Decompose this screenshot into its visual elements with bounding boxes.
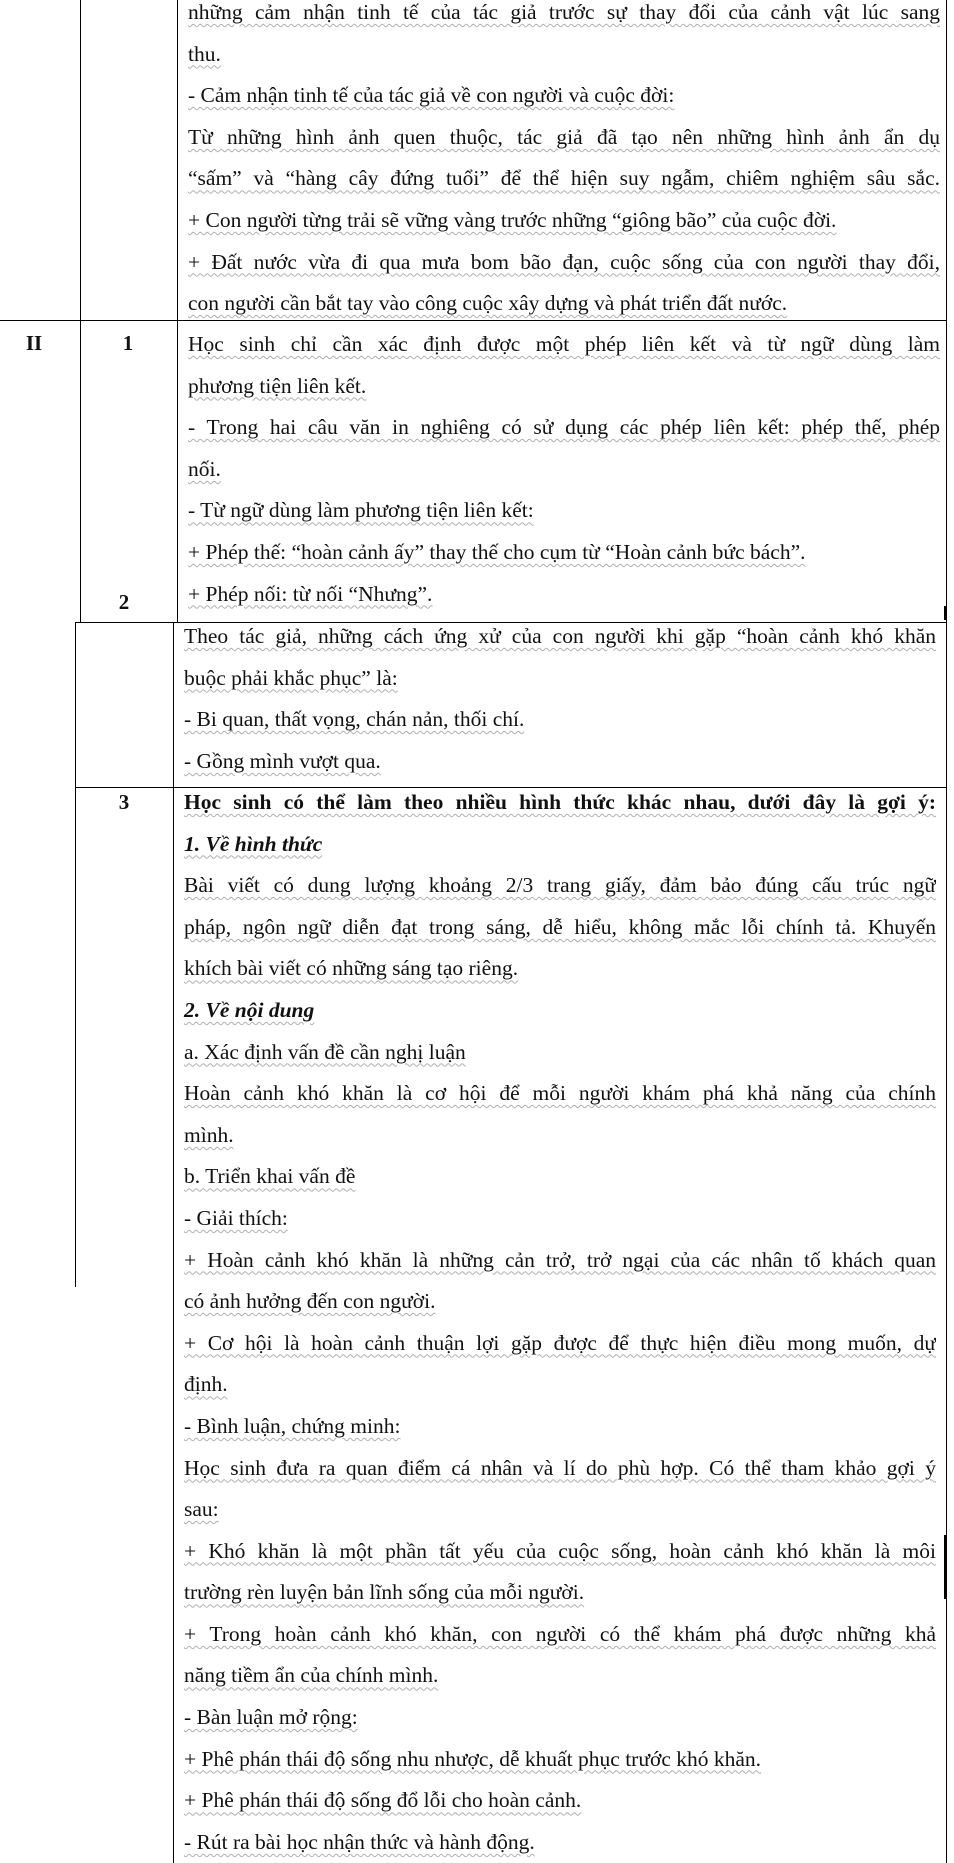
text-line: - Bàn luận mở rộng: bbox=[184, 1705, 358, 1730]
question-number-3: 3 bbox=[118, 790, 130, 814]
question-3-heading: Học sinh có thể làm theo nhiều hình thức khác nhau, dưới đây là gợi ý: bbox=[184, 790, 936, 814]
text-line: a. Xác định vấn đề cần nghị luận bbox=[184, 1039, 466, 1064]
edge-mark-top bbox=[944, 606, 946, 620]
text-line: + Con người từng trải sẽ vững vàng trước những “giông bão” của cuộc đời. bbox=[188, 207, 837, 232]
text-line: năng tiềm ẩn của chính mình. bbox=[184, 1663, 439, 1688]
text-line: + Phép nối: từ nối “Nhưng”. bbox=[188, 581, 433, 606]
column-divider-lower bbox=[173, 622, 174, 1863]
text-line: Học sinh đưa ra quan điểm cá nhân và lí do phù hợp. Có thể tham khảo gợi ý bbox=[184, 1455, 936, 1480]
text-line: - Cảm nhận tinh tế của tác giả về con người và cuộc đời: bbox=[188, 83, 675, 108]
text-line: có ảnh hưởng đến con người. bbox=[184, 1289, 436, 1314]
text-line: b. Triển khai vấn đề bbox=[184, 1164, 356, 1189]
text-line: buộc phải khắc phục” là: bbox=[184, 665, 398, 690]
text-line: Hoàn cảnh khó khăn là cơ hội để mỗi người khám phá khả năng của chính bbox=[184, 1081, 936, 1106]
question-number-2: 2 bbox=[118, 590, 130, 614]
text-line: + Phép thế: “hoàn cảnh ấy” thay thế cho cụm từ “Hoàn cảnh bức bách”. bbox=[188, 539, 806, 564]
text-line: + Phê phán thái độ sống nhu nhược, dễ khuất phục trước khó khăn. bbox=[184, 1746, 762, 1771]
content-section-title: 2. Về nội dung bbox=[184, 997, 315, 1022]
text-line: pháp, ngôn ngữ diễn đạt trong sáng, dễ hiểu, không mắc lỗi chính tả. Khuyến bbox=[184, 914, 936, 939]
text-line: con người cần bắt tay vào công cuộc xây dựng và phát triển đất nước. bbox=[188, 291, 788, 316]
text-line: + Khó khăn là một phần tất yếu của cuộc sống, hoàn cảnh khó khăn là môi bbox=[184, 1538, 936, 1563]
text-line: sau: bbox=[184, 1497, 219, 1522]
text-line: - Bi quan, thất vọng, chán nản, thối chí. bbox=[184, 707, 525, 732]
section-label-ii: II bbox=[25, 331, 43, 355]
text-line: Học sinh chỉ cần xác định được một phép liên kết và từ ngữ dùng làm bbox=[188, 332, 940, 356]
text-line: “sấm” và “hàng cây đứng tuổi” để thể hiện suy ngẫm, chiêm nghiệm sâu sắc. bbox=[188, 166, 940, 191]
text-line: + Cơ hội là hoàn cảnh thuận lợi gặp được để thực hiện điều mong muốn, dự bbox=[184, 1330, 936, 1355]
text-line: những cảm nhận tinh tế của tác giả trước sự thay đổi của cảnh vật lúc sang bbox=[188, 0, 940, 24]
text-line: - Rút ra bài học nhận thức và hành động. bbox=[184, 1829, 535, 1854]
text-line: mình. bbox=[184, 1122, 234, 1147]
text-line: định. bbox=[184, 1372, 228, 1397]
text-line: nối. bbox=[188, 456, 221, 481]
text-line: phương tiện liên kết. bbox=[188, 373, 367, 398]
text-line: + Đất nước vừa đi qua mưa bom bão đạn, cuộc sống của con người thay đổi, bbox=[188, 249, 940, 274]
text-line: + Hoàn cảnh khó khăn là những cản trở, trở ngại của các nhân tố khách quan bbox=[184, 1247, 936, 1272]
question-number-1: 1 bbox=[122, 331, 134, 355]
question-3-answer bbox=[184, 782, 936, 1863]
text-line: khích bài viết có những sáng tạo riêng. bbox=[184, 956, 519, 981]
table-border-left-lower bbox=[75, 622, 76, 1287]
table-border-left-upper bbox=[80, 0, 81, 622]
text-line: Bài viết có dung lượng khoảng 2/3 trang giấy, đảm bảo đúng cấu trúc ngữ bbox=[184, 873, 936, 898]
table-border-right bbox=[946, 0, 947, 1863]
text-line: trường rèn luyện bản lĩnh sống của mỗi người. bbox=[184, 1580, 585, 1605]
form-section-title: 1. Về hình thức bbox=[184, 831, 323, 856]
text-line: + Phê phán thái độ sống đổ lỗi cho hoàn cảnh. bbox=[184, 1788, 582, 1813]
text-line: Từ những hình ảnh quen thuộc, tác giả đã tạo nên những hình ảnh ẩn dụ bbox=[188, 124, 940, 149]
edge-mark-bottom bbox=[944, 1535, 946, 1599]
question-2-answer bbox=[184, 616, 936, 782]
column-divider-upper bbox=[177, 0, 178, 622]
text-line: - Bình luận, chứng minh: bbox=[184, 1413, 401, 1438]
text-line: - Trong hai câu văn in nghiêng có sử dụng các phép liên kết: phép thế, phép bbox=[188, 415, 940, 440]
text-line: - Giải thích: bbox=[184, 1205, 288, 1230]
part1-tail-block bbox=[188, 0, 940, 325]
text-line: Theo tác giả, những cách ứng xử của con người khi gặp “hoàn cảnh khó khăn bbox=[184, 624, 936, 648]
text-line: + Trong hoàn cảnh khó khăn, con người có thể khám phá được những khả bbox=[184, 1621, 936, 1646]
text-line: thu. bbox=[188, 41, 221, 66]
text-line: - Gồng mình vượt qua. bbox=[184, 748, 381, 773]
text-line: - Từ ngữ dùng làm phương tiện liên kết: bbox=[188, 498, 534, 523]
question-1-answer bbox=[188, 324, 940, 615]
